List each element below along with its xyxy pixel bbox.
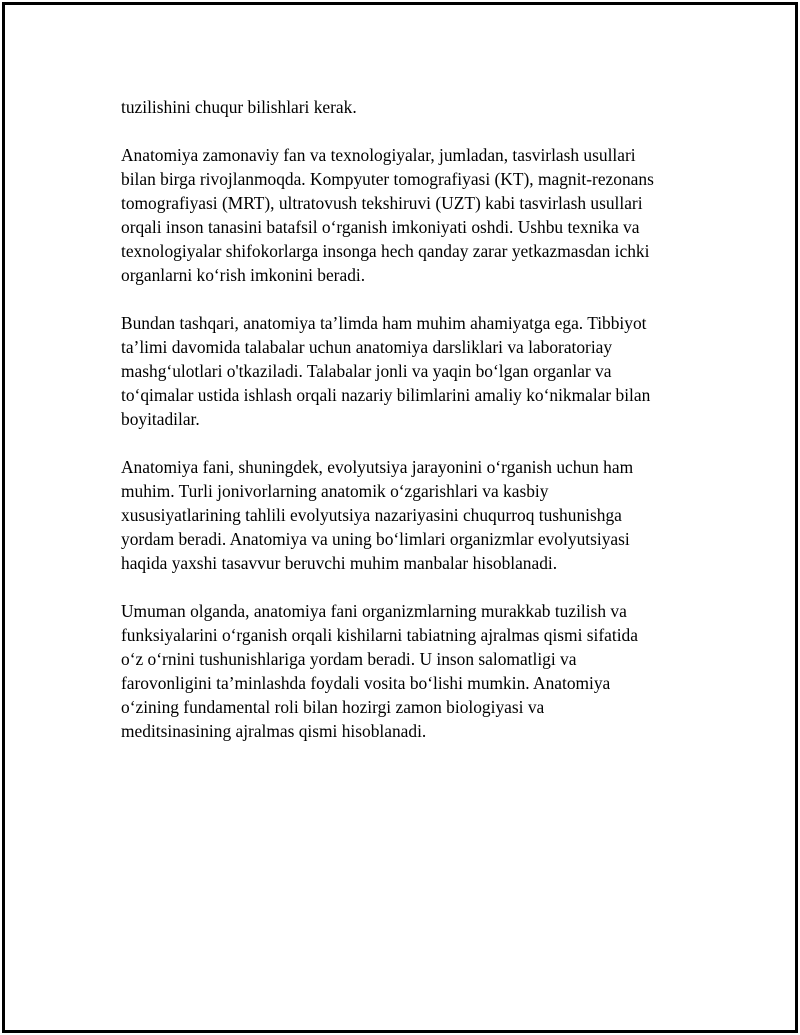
- text-line: boyitadilar.: [121, 409, 200, 429]
- text-line: texnologiyalar shifokorlarga insonga hech qanday zarar yetkazmasdan ichki: [121, 241, 650, 261]
- text-line: orqali inson tanasini batafsil o‘rganish imkoniyati oshdi. Ushbu texnika va: [121, 217, 640, 237]
- text-line: bilan birga rivojlanmoqda. Kompyuter tomografiyasi (KT), magnit-rezonans: [121, 169, 654, 189]
- text-line: organlarni ko‘rish imkonini beradi.: [121, 265, 366, 285]
- text-line: haqida yaxshi tasavvur beruvchi muhim manbalar hisoblanadi.: [121, 553, 558, 573]
- paragraph-5: [121, 599, 701, 743]
- paragraph-3: [121, 311, 701, 431]
- page-frame: [2, 2, 798, 1033]
- text-line: mashg‘ulotlari o'tkaziladi. Talabalar jonli va yaqin bo‘lgan organlar va: [121, 361, 612, 381]
- text-line: ta’limi davomida talabalar uchun anatomiya darsliklari va laboratoriay: [121, 337, 613, 357]
- paragraph-4: [121, 455, 701, 575]
- text-line: yordam beradi. Anatomiya va uning bo‘limlari organizmlar evolyutsiyasi: [121, 529, 630, 549]
- text-line: Umuman olganda, anatomiya fani organizmlarning murakkab tuzilish va: [121, 601, 627, 621]
- text-line: Bundan tashqari, anatomiya ta’limda ham muhim ahamiyatga ega. Tibbiyot: [121, 313, 647, 333]
- text-line: tuzilishini chuqur bilishlari kerak.: [121, 97, 357, 117]
- page-content: [121, 95, 701, 767]
- text-line: Anatomiya zamonaviy fan va texnologiyalar, jumladan, tasvirlash usullari: [121, 145, 636, 165]
- paragraph-2: [121, 143, 701, 287]
- text-line: tomografiyasi (MRT), ultratovush tekshiruvi (UZT) kabi tasvirlash usullari: [121, 193, 643, 213]
- text-line: farovonligini ta’minlashda foydali vosita bo‘lishi mumkin. Anatomiya: [121, 673, 611, 693]
- text-line: Anatomiya fani, shuningdek, evolyutsiya jarayonini o‘rganish uchun ham: [121, 457, 634, 477]
- text-line: meditsinasining ajralmas qismi hisoblanadi.: [121, 721, 427, 741]
- text-line: xususiyatlarining tahlili evolyutsiya nazariyasini chuqurroq tushunishga: [121, 505, 622, 525]
- text-line: o‘z o‘rnini tushunishlariga yordam beradi. U inson salomatligi va: [121, 649, 577, 669]
- text-line: funksiyalarini o‘rganish orqali kishilarni tabiatning ajralmas qismi sifatida: [121, 625, 638, 645]
- text-line: o‘zining fundamental roli bilan hozirgi zamon biologiyasi va: [121, 697, 545, 717]
- text-line: to‘qimalar ustida ishlash orqali nazariy bilimlarini amaliy ko‘nikmalar bilan: [121, 385, 651, 405]
- text-line: muhim. Turli jonivorlarning anatomik o‘zgarishlari va kasbiy: [121, 481, 549, 501]
- paragraph-1: [121, 95, 701, 119]
